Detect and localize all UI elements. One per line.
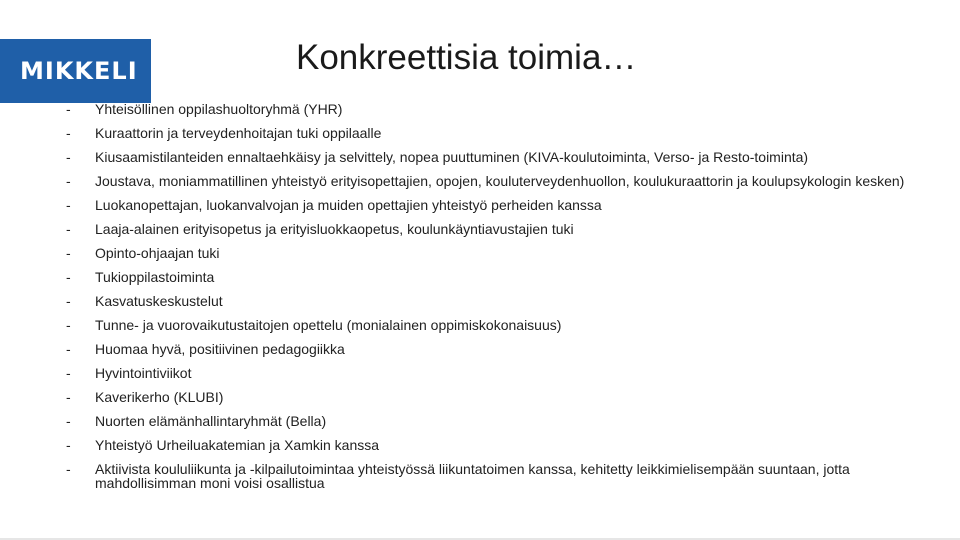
bullet-marker: -: [66, 173, 71, 189]
bullet-text: Tunne- ja vuorovaikutustaitojen opettelu (monialainen oppimiskokonaisuus): [95, 317, 562, 333]
bullet-text: Luokanopettajan, luokanvalvojan ja muiden opettajien yhteistyö perheiden kanssa: [95, 197, 602, 213]
bullet-item: [66, 241, 946, 265]
bullet-marker: -: [66, 437, 71, 453]
bullet-item: [66, 145, 946, 169]
bullet-item: [66, 337, 946, 361]
bullet-item: [66, 169, 946, 193]
bullet-marker: -: [66, 149, 71, 165]
bullet-item: [66, 193, 946, 217]
bullet-item: [66, 385, 946, 409]
bullet-item: [66, 409, 946, 433]
bullet-text: Kuraattorin ja terveydenhoitajan tuki oppilaalle: [95, 125, 382, 141]
bullet-marker: -: [66, 365, 71, 381]
bullet-item: [66, 265, 946, 289]
bullet-item: [66, 457, 946, 495]
bullet-marker: -: [66, 461, 71, 477]
bullet-text: Kiusaamistilanteiden ennaltaehkäisy ja selvittely, nopea puuttuminen (KIVA-koulutoiminta, Verso- ja Resto-toiminta): [95, 149, 809, 165]
bullet-text: Huomaa hyvä, positiivinen pedagogiikka: [95, 341, 345, 357]
mikkeli-logo: [0, 39, 151, 103]
bullet-item: [66, 121, 946, 145]
bullet-text: Yhteisöllinen oppilashuoltoryhmä (YHR): [95, 101, 343, 117]
bullet-marker: -: [66, 389, 71, 405]
bullet-item: [66, 289, 946, 313]
bullet-item: [66, 361, 946, 385]
bullet-marker: -: [66, 293, 71, 309]
bullet-text: Kasvatuskeskustelut: [95, 293, 223, 309]
bullet-marker: -: [66, 245, 71, 261]
bullet-text: Opinto-ohjaajan tuki: [95, 245, 220, 261]
bullet-text: Yhteistyö Urheiluakatemian ja Xamkin kanssa: [95, 437, 380, 453]
bullet-marker: -: [66, 125, 71, 141]
slide-title: Konkreettisia toimia…: [296, 38, 637, 77]
bullet-item: [66, 217, 946, 241]
bullet-text: Laaja-alainen erityisopetus ja erityisluokkaopetus, koulunkäyntiavustajien tuki: [95, 221, 574, 237]
bullet-text: Tukioppilastoiminta: [95, 269, 215, 285]
bullet-text: Kaverikerho (KLUBI): [95, 389, 224, 405]
bullet-text: Hyvintointiviikot: [95, 365, 192, 381]
bullet-item: [66, 313, 946, 337]
bullet-item: [66, 433, 946, 457]
bullet-item: [66, 97, 946, 121]
bullet-text: Nuorten elämänhallintaryhmät (Bella): [95, 413, 327, 429]
bullet-marker: -: [66, 197, 71, 213]
logo-text: MIKKELI: [20, 57, 138, 85]
bullet-text: Joustava, moniammatillinen yhteistyö erityisopettajien, opojen, kouluterveydenhuollon, koulukuraattorin ja koulupsykologin kesken): [95, 173, 905, 189]
bullet-list: [66, 97, 946, 495]
bullet-text: Aktiivista koululiikunta ja -kilpailutoimintaa yhteistyössä liikuntatoimen kanssa, kehitetty leikkimielisempään suuntaan, jotta mahdollisimman moni voisi osallistua: [95, 461, 850, 491]
bullet-marker: -: [66, 221, 71, 237]
bullet-marker: -: [66, 269, 71, 285]
bullet-marker: -: [66, 101, 71, 117]
bullet-marker: -: [66, 341, 71, 357]
bullet-marker: -: [66, 413, 71, 429]
bullet-marker: -: [66, 317, 71, 333]
